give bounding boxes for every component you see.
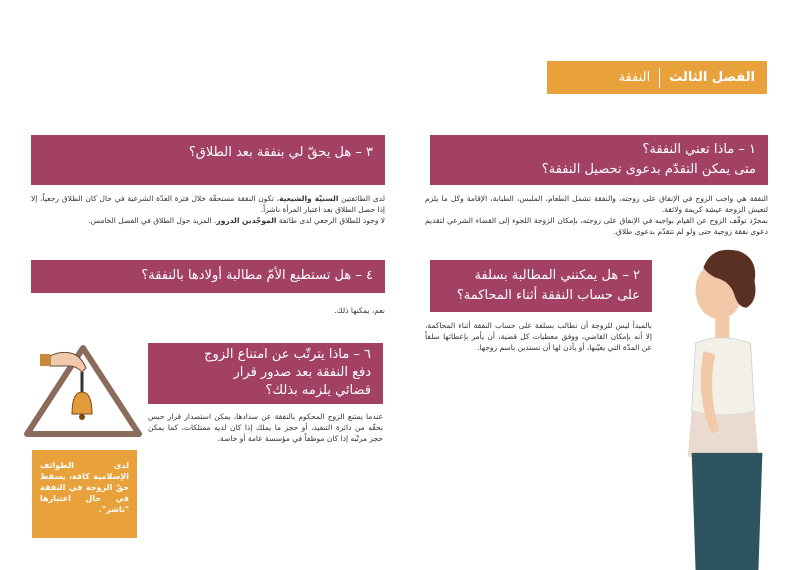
q6-title-line2: دفع النفقة بعد صدور قرار	[233, 365, 371, 380]
question-1-answer	[425, 193, 768, 237]
q2-paragraph: بالمبدأ ليس للزوجة أن تطالب بسلفة على حساب النفقة أثناء المحاكمة، إلا أنه بإمكان القاضي، ووفق معطيات كل قضية، أن يأمر بإعطائها سلفاً عن المدّة التي يعيّنها، أو يأذن لها أن تستدين باسم زوجها.	[425, 321, 652, 352]
chapter-label: الفصل الثالث	[669, 70, 755, 85]
q2-title-line2: على حساب النفقة أثناء المحاكمة؟	[456, 288, 640, 303]
question-2-heading	[430, 260, 652, 312]
q6-title-line1: ٦ – ماذا يترتّب عن امتناع الزوج	[204, 347, 371, 362]
q6-paragraph: عندما يمتنع الزوج المحكوم بالنفقة عن سدادها، يمكن استصدار قرار حبس بحقّه من دائرة التنفيذ، أو حجز ما يملك إذا كان لديه ممتلكات، كما يمكن حجز مرتّبه إذا كان موظفاً في مؤسسة عامة أو خاصة.	[148, 412, 383, 443]
chapter-header	[547, 61, 767, 94]
question-3-heading	[31, 135, 385, 185]
q1-title-line1: ١ – ماذا تعني النفقة؟	[642, 142, 756, 157]
question-2-answer	[425, 320, 652, 353]
q3-bold: السنيّة والشيعية	[279, 194, 339, 203]
question-4-answer	[31, 305, 385, 316]
divider	[659, 68, 660, 88]
q1-paragraph: النفقة هي واجب الزوج في الإنفاق على زوجته، والنفقة تشمل الطعام، الملبس، الطبابة، الإقامة وكل ما يلزم لتعيش الزوجة عيشة كريمة ولائقة.	[425, 194, 768, 214]
question-6-heading	[148, 343, 383, 404]
q3-text: لدى الطائفتين	[338, 194, 385, 203]
q3-text: . المزيد حول الطلاق في الفصل الخامس.	[88, 216, 217, 225]
chapter-title: النفقة	[618, 70, 651, 85]
bell-warning-illustration	[22, 342, 144, 438]
q6-title-line3: قضائي يلزمه بذلك؟	[265, 383, 371, 398]
q3-bold: الموحّدين الدروز	[216, 216, 277, 225]
note-box	[32, 450, 137, 538]
note-text: لدى الطوائف الإسلامية كافة، يسقط حقّ الزوجة في النفقة في حال اعتبارها "ناشز".	[40, 461, 129, 514]
question-6-answer	[148, 411, 383, 444]
q1-paragraph: بمجرّد توقّف الزوج عن القيام بواجبه في الإنفاق على زوجته، بإمكان الزوجة اللجوء إلى القضاء الشرعي لتقديم دعوى نفقة زوجية حتى ولو لم تتقدّم بدعوى طلاق.	[425, 216, 768, 236]
question-1-heading	[430, 135, 768, 185]
q4-title: ٤ – هل تستطيع الأمّ مطالبة أولادها بالنفقة؟	[141, 268, 373, 283]
q3-text: لا وجود للطلاق الرجعي لدى طائفة	[276, 216, 385, 225]
question-3-answer	[31, 193, 385, 226]
question-4-heading	[31, 260, 385, 293]
q1-title-line2: متى يمكن التقدّم بدعوى تحصيل النفقة؟	[541, 162, 756, 177]
q4-paragraph: نعم، يمكنها ذلك.	[334, 306, 385, 315]
q3-text: ، تكون النفقة مستحقّة خلال فترة العدّة الشرعية في حال كان الطلاق رجعياً، إلا إذا حصل الطلاق بعد اعتبار المرأة ناشزاً.	[31, 194, 385, 214]
q3-title: ٣ – هل يحقّ لي بنفقة بعد الطلاق؟	[188, 145, 373, 160]
q2-title-line1: ٢ – هل يمكنني المطالبة بسلفة	[474, 268, 640, 283]
woman-illustration	[672, 245, 782, 570]
